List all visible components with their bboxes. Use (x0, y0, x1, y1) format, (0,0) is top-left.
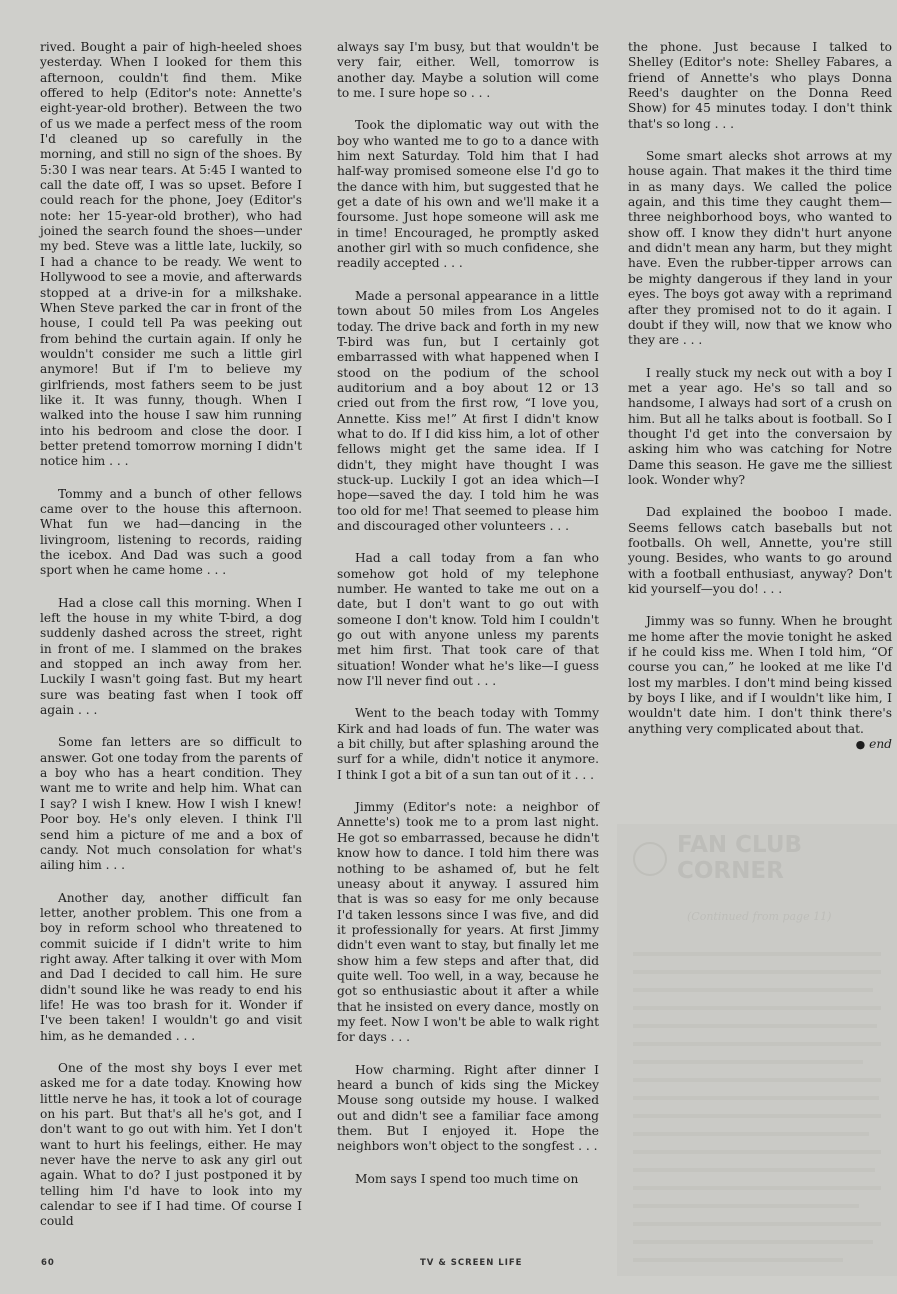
fan-club-subtitle: (Continued from page 11) (687, 910, 832, 923)
ghost-text-line (633, 1222, 881, 1226)
faded-fan-club-box (617, 824, 897, 1276)
ghost-text-line (633, 1204, 859, 1208)
fan-club-logo-icon (633, 842, 667, 876)
end-text: end (869, 737, 892, 752)
paragraph: Jimmy was so funny. When he brought me home after the movie tonight he asked if he could kiss me. When I told him, “Of course you can,” he looked at me like I'd lost my marbles. I don't mind being kissed by boys I like, and if I wouldn't like him, I wouldn't date him. I don't think there's anything very complicated about that. (628, 614, 892, 736)
ghost-text-line (633, 970, 881, 974)
ghost-text-line (633, 952, 881, 956)
paragraph: Another day, another difficult fan letter, another problem. This one from a boy in reform school who threatened to commit suicide if I didn't write to him right away. After talking it over with Mom and Dad I decided to call him. He sure didn't sound like he was ready to end his life! He was too brash for it. Wonder if I've been taken! I wouldn't go and visit him, as he demanded . . . (40, 890, 302, 1043)
paragraph: I really stuck my neck out with a boy I met a year ago. He's so tall and so handsome, I always had sort of a crush on him. But all he talks about is football. So I thought I'd get into the conversaion by asking him who was catching for Notre Dame this season. He gave me the silliest look. Wonder why? (628, 365, 892, 487)
paragraph: Had a close call this morning. When I left the house in my white T-bird, a dog suddenly dashed across the street, right in front of me. I slammed on the brakes and stopped an inch away from her. Luckily I wasn't going fast. But my heart sure was beating fast when I took off again . . . (40, 595, 302, 718)
ghost-text-line (633, 1060, 863, 1064)
paragraph: Went to the beach today with Tommy Kirk and had loads of fun. The water was a bit chilly, but after splashing around the surf for a while, didn't notice it anymore. I think I got a bit of a sun tan out of it . . . (337, 706, 599, 782)
ghost-text-line (633, 988, 873, 992)
paragraph: Tommy and a bunch of other fellows came over to the house this afternoon. What fun we had—dancing in the livingroom, listening to records, raiding the icebox. And Dad was such a good sport when he came home . . . (40, 486, 302, 578)
ghost-text-line (633, 1024, 877, 1028)
paragraph: One of the most shy boys I ever met asked me for a date today. Knowing how little nerve he has, it took a lot of courage on his part. But that's all he's got, and I don't want to go out with him. Yet I don't want to hurt his feelings, either. He may never have the nerve to ask any girl out again. What to do? I just postponed it by telling him I'd have to look into my calendar to see if I had time. Of course I could (40, 1060, 302, 1229)
fan-club-title (677, 832, 802, 884)
fan-club-title-line2: CORNER (677, 858, 784, 884)
text-column-1 (40, 40, 302, 1247)
page-number: 60 (41, 1258, 55, 1268)
ghost-text-line (633, 1186, 881, 1190)
paragraph: Some smart alecks shot arrows at my house again. That makes it the third time in as many days. We called the police again, and this time they caught them—three neighborhood boys, who wanted to show off. I know they didn't hurt anyone and didn't mean any harm, but they might have. Even the rubber-tipper arrows can be mighty dangerous if they land in your eyes. The boys got away with a reprimand after they promised not to do it again. I doubt if they will, now that we know who they are . . . (628, 149, 892, 348)
text-column-3 (628, 40, 892, 752)
paragraph: Mom says I spend too much time on (355, 1171, 579, 1186)
ghost-text-line (633, 1096, 879, 1100)
ghost-text-line (633, 1006, 881, 1010)
paragraph: Dad explained the booboo I made. Seems fellows catch baseballs but not footballs. Oh well, Annette, you're still young. Besides, who wants to go around with a football enthusiast, anyway? Don't kid yourself—you do! . . . (628, 505, 892, 596)
paragraph: the phone. Just because I talked to Shelley (Editor's note: Shelley Fabares, a friend of Annette's who plays Donna Reed's daughter on the Donna Reed Show) for 45 minutes today. I don't think that's so long . . . (628, 40, 892, 131)
ghost-text-line (633, 1132, 869, 1136)
end-bullet-icon: ● (855, 738, 866, 752)
paragraph: Some fan letters are so difficult to answer. Got one today from the parents of a boy who has a heart condition. They want me to write and help him. What can I say? I wish I knew. How I wish I knew! Poor boy. He's only eleven. I think I'll send him a picture of me and a box of candy. Not much consolation for what's ailing him . . . (40, 735, 302, 873)
paragraph: Had a call today from a fan who somehow got hold of my telephone number. He wanted to take me out on a date, but I don't want to go out with someone I don't know. Told him I couldn't go out with anyone unless my parents met him first. That took care of that situation! Wonder what he's like—I guess now I'll never find out . . . (337, 551, 599, 689)
ghost-text-line (633, 1078, 881, 1082)
paragraph: Jimmy (Editor's note: a neighbor of Annette's) took me to a prom last night. He got so embarrassed, because he didn't know how to dance. I told him there was nothing to be ashamed of, but he felt uneasy about it anyway. I assured him that is was so easy for me only because I'd taken lessons since I was five, and did it professionally for years. At first Jimmy didn't even want to stay, but finally let me show him a few steps and after that, did quite well. Too well, in a way, because he got so enthusiastic about it after a while that he insisted on every dance, mostly on my feet. Now I won't be able to walk right for days . . . (337, 800, 599, 1045)
paragraph: How charming. Right after dinner I heard a bunch of kids sing the Mickey Mouse song outside my house. I walked out and didn't see a familiar face among them. But I enjoyed it. Hope the neighbors won't object to the songfest . . . (337, 1062, 599, 1154)
ghost-text-line (633, 1150, 881, 1154)
paragraph: always say I'm busy, but that wouldn't be very fair, either. Well, tomorrow is another day. Maybe a solution will come to me. I sure hope so . . . (337, 40, 599, 101)
end-mark (628, 737, 892, 752)
ghost-text-line (633, 1168, 875, 1172)
fan-club-title-line1: FAN CLUB (677, 832, 803, 858)
magazine-title: TV & SCREEN LIFE (420, 1258, 523, 1268)
ghost-text-line (633, 1240, 873, 1244)
paragraph: Took the diplomatic way out with the boy who wanted me to go to a dance with him next Saturday. Told him that I had half-way promised someone else I'd go to the dance with him, but suggested that he get a date of his own and we'll make it a foursome. Just hope someone will ask me in time! Encouraged, he promptly asked another girl with so much confidence, she readily accepted . . . (337, 118, 599, 271)
paragraph: Made a personal appearance in a little town about 50 miles from Los Angeles today. The drive back and forth in my new T-bird was fun, but I certainly got embarrassed with what happened when I stood on the podium of the school auditorium and a boy about 12 or 13 cried out from the first row, “I love you, Annette. Kiss me!” At first I didn't know what to do. If I did kiss him, a lot of other fellows might get the same idea. If I didn't, they might have thought I was stuck-up. Luckily I got an idea which—I hope—saved the day. I told him he was too old for me! That seemed to please him and discouraged other volunteers . . . (337, 288, 599, 533)
ghost-text-line (633, 1114, 881, 1118)
paragraph: rived. Bought a pair of high-heeled shoes yesterday. When I looked for them this afternoon, couldn't find them. Mike offered to help (Editor's note: Annette's eight-year-old brother). Between the two of us we made a perfect mess of the room I'd cleaned up so carefully in the morning, and still no sign of the shoes. By 5:30 I was near tears. At 5:45 I wanted to call the date off, I was so upset. Before I could reach for the phone, Joey (Editor's note: her 15-year-old brother), who had joined the search found the shoes—under my bed. Steve was a little late, luckily, so I had a chance to be ready. We went to Hollywood to see a movie, and afterwards stopped at a drive-in for a milkshake. When Steve parked the car in front of the house, I could tell Pa was peeking out from behind the curtain again. If only he wouldn't consider me such a little girl anymore! But if I'm to believe my girlfriends, most fathers seem to be just like it. It was funny, though. When I walked into the house I saw him running into his bedroom and close the door. I better pretend tomorrow morning I didn't notice him . . . (40, 40, 302, 469)
ghost-text-line (633, 1258, 843, 1262)
text-column-2 (337, 40, 599, 1204)
ghost-text-line (633, 1042, 881, 1046)
